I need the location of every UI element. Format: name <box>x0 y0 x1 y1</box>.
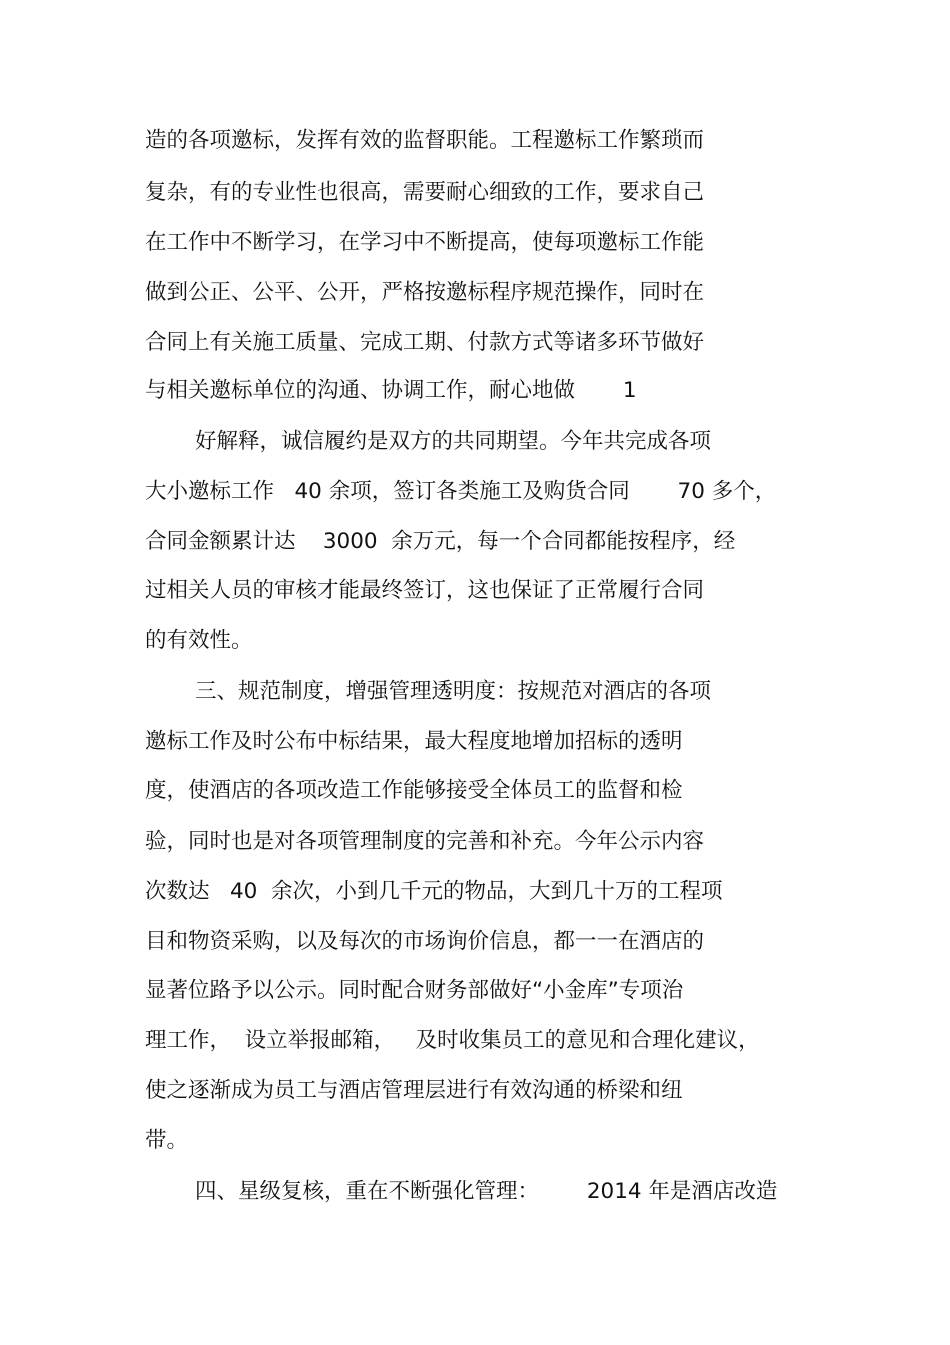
text-line: 合同上有关施工质量、完成工期、付款方式等诸多环节做好 <box>145 330 705 355</box>
text-line: 使之逐渐成为员工与酒店管理层进行有效沟通的桥梁和纽 <box>145 1078 683 1103</box>
text-line: 理工作， 设立举报邮箱， 及时收集员工的意见和合理化建议， <box>145 1028 760 1053</box>
section-heading-line: 三、规范制度，增强管理透明度：按规范对酒店的各项 <box>195 679 712 704</box>
text-line: 目和物资采购，以及每次的市场询价信息，都一一在酒店的 <box>145 929 705 954</box>
text-line: 过相关人员的审核才能最终签订，这也保证了正常履行合同 <box>145 578 705 603</box>
text-line: 验，同时也是对各项管理制度的完善和补充。今年公示内容 <box>145 829 705 854</box>
text-line: 度，使酒店的各项改造工作能够接受全体员工的监督和检 <box>145 778 683 803</box>
text-line: 大小邀标工作 40 余项，签订各类施工及购货合同 70 多个， <box>145 479 777 504</box>
text-line: 显著位路予以公示。同时配合财务部做好“小金库”专项治 <box>145 978 684 1003</box>
text-line: 带。 <box>145 1128 189 1153</box>
text-line: 造的各项邀标，发挥有效的监督职能。工程邀标工作繁琐而 <box>145 128 705 153</box>
text-line: 复杂，有的专业性也很高，需要耐心细致的工作，要求自己 <box>145 180 705 205</box>
text-line: 邀标工作及时公布中标结果，最大程度地增加招标的透明 <box>145 729 683 754</box>
text-line: 与相关邀标单位的沟通、协调工作，耐心地做 1 <box>145 378 637 403</box>
text-line: 合同金额累计达 3000 余万元，每一个合同都能按程序，经 <box>145 529 736 554</box>
text-line: 做到公正、公平、公开，严格按邀标程序规范操作，同时在 <box>145 280 705 305</box>
section-heading-line: 四、星级复核，重在不断强化管理： 2014 年是酒店改造 <box>195 1179 778 1204</box>
text-line: 在工作中不断学习，在学习中不断提高，使每项邀标工作能 <box>145 230 705 255</box>
text-line: 次数达 40 余次，小到几千元的物品，大到几十万的工程项 <box>145 879 723 904</box>
text-line: 的有效性。 <box>145 628 253 653</box>
paragraph-start-line: 好解释，诚信履约是双方的共同期望。今年共完成各项 <box>195 429 712 454</box>
